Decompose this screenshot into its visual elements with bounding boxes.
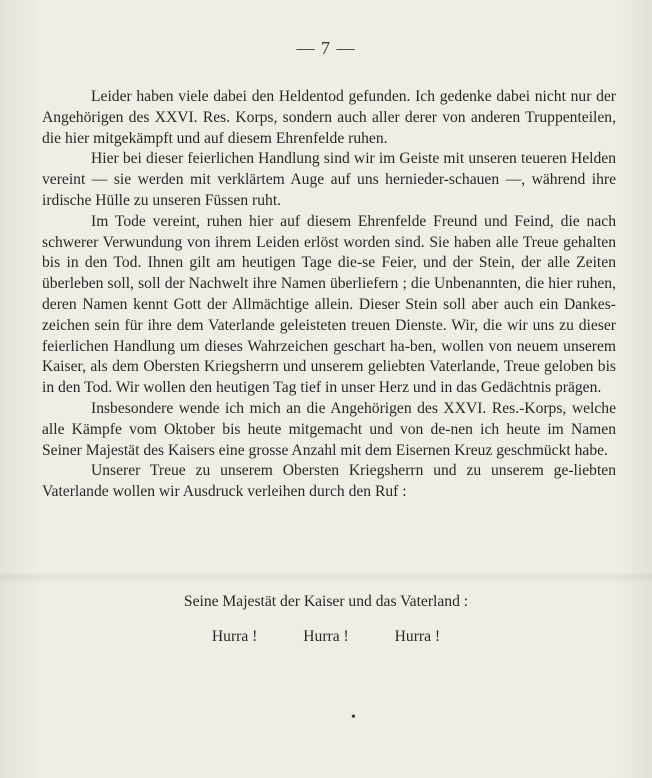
hurra-text: Hurra !: [303, 628, 349, 645]
hurra-text: Hurra !: [211, 628, 258, 645]
paragraph: Leider haben viele dabei den Heldentod gefunden. Ich gedenke dabei nicht nur der Angehörigen des XXVI. Res. Korps, sondern auch aller derer von anderen Truppenteilen, die hier mitgekämpft und auf diesem Ehrenfelde ruhen.: [42, 88, 616, 147]
ornament-dot: •: [351, 710, 356, 725]
paragraph: Im Tode vereint, ruhen hier auf diesem Ehrenfelde Freund und Feind, die nach schwerer Verwundung von ihrem Leiden erlöst worden sind. Sie haben alle Treue gehalten bis in den Tod. Ihnen gilt am heutigen Tage die-se Feier, und der Stein, der alle Zeiten überleben soll, soll der Nachwelt ihre Namen überliefern ; die Unbenannten, die hier ruhen, deren Namen kennt Gott der Allmächtige allein. Dieser Stein soll aber auch ein Dankes-zeichen sein für ihre dem Vaterlande geleisteten treuen Dienste. Wir, die wir uns zu dieser feierlichen Handlung um dieses Wahrzeichen geschart ha-ben, wollen von neuem unserem Kaiser, als dem Obersten Kriegsherrn und unserem geliebten Vaterlande, Treue geloben bis in den Tod. Wir wollen den heutigen Tag tief in unser Herz und in das Gedächtnis prägen.: [42, 212, 616, 397]
hurra-text: Hurra !: [394, 628, 441, 645]
paragraph: Unserer Treue zu unserem Obersten Kriegsherrn und zu unserem ge-liebten Vaterlande wollen wir Ausdruck verleihen durch den Ruf :: [42, 462, 616, 501]
paragraph: Hier bei dieser feierlichen Handlung sind wir im Geiste mit unseren teueren Helden vereint — sie werden mit verklärtem Auge auf uns hernieder-schauen —, während ihre irdische Hülle zu unseren Füssen ruht.: [42, 150, 616, 209]
page-number: — 7 —: [296, 38, 356, 58]
paragraph: Insbesondere wende ich mich an die Angehörigen des XXVI. Res.-Korps, welche alle Kämpfe vom Oktober bis heute mitgemacht und von de-nen ich heute im Namen Seiner Majestät des Kaisers eine grosse Anzahl mit dem Eisernen Kreuz geschmückt habe.: [42, 399, 616, 459]
body-text: [42, 87, 616, 503]
closing-line: Seine Majestät der Kaiser und das Vaterland :: [183, 593, 469, 610]
hurra-line: [0, 628, 652, 646]
